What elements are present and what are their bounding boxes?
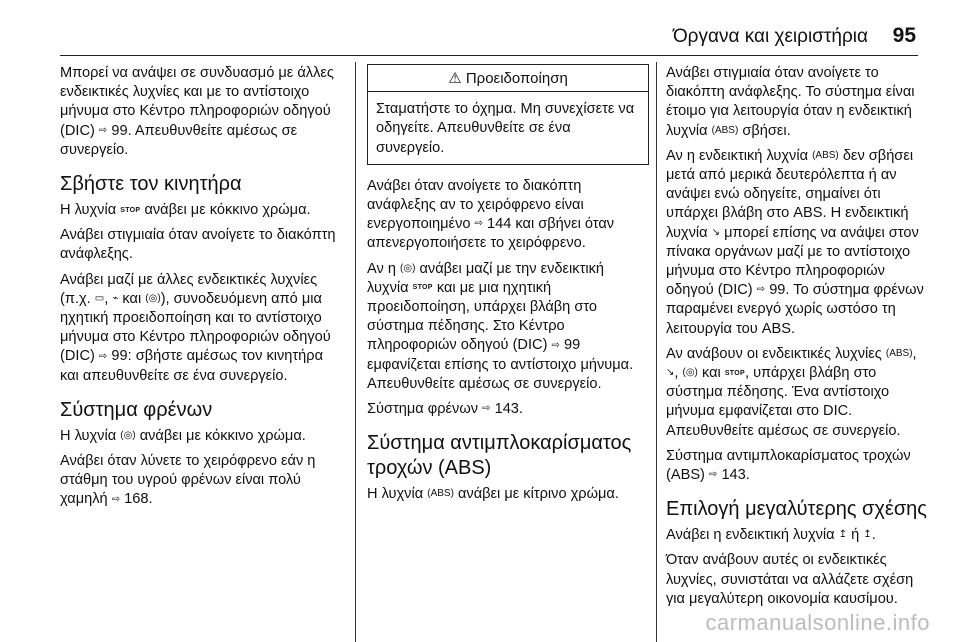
ref-arrow-icon: ⇨ [111, 493, 121, 505]
ref-arrow-icon: ⇨ [551, 339, 560, 351]
paragraph: Ανάβει μαζί με άλλες ενδεικτικές λυχνίες (π.χ. ▭, ⌁ και (◎)), συνοδευόμενη από μια ηχητική προειδοποίηση και το αντίστοιχο μήνυμα στο Κέντρο πληροφοριών οδηγού (DIC) ⇨ 99: σβήστε αμέσως τον κινητήρα και απευθυνθείτε σε ένα συνεργείο. [60, 271, 331, 384]
warning-body: Σταματήστε το όχημα. Μη συνεχίσετε να οδηγείτε. Απευθυνθείτε σε ένα συνεργείο. [376, 101, 635, 156]
battery-icon: ▭ [94, 292, 105, 304]
paragraph: Ανάβει όταν ανοίγετε το διακόπτη ανάφλεξης αν το χειρόφρενο είναι ενεργοποιημένο ⇨ 144 και σβήνει όταν απενεργοποιήσετε το χειρόφρενο. [367, 177, 615, 252]
abs-icon: (ABS) [885, 347, 913, 359]
paragraph: Αν η ενδεικτική λυχνία (ABS) δεν σβήσει μετά από μερικά δευτερόλεπτα ή αν ανάψει ενώ οδηγείτε, σημαίνει ότι υπάρχει βλάβη στο ABS. Η ενδεικτική λυχνία ↘ μπορεί επίσης να ανάψει στον πίνακα οργάνων μαζί με το αντίστοιχο μήνυμα στο Κέντρο πληροφοριών οδηγού (DIC) ⇨ 99. Το σύστημα φρένων παραμένει ενεργό χωρίς ωστόσο τη λειτουργία του ABS. [666, 147, 924, 337]
column-2 [367, 64, 649, 510]
paragraph: Μπορεί να ανάψει σε συνδυασμό με άλλες ενδεικτικές λυχνίες και με το αντίστοιχο μήνυμα στο Κέντρο πληροφοριών οδηγού (DIC) ⇨ 99. Απευθυνθείτε αμέσως σε συνεργείο. [60, 65, 334, 158]
paragraph: Ανάβει όταν λύνετε το χειρόφρενο εάν η στάθμη του υγρού φρένων είναι πολύ χαμηλή ⇨ 168. [60, 453, 316, 508]
paragraph: Σύστημα φρένων ⇨ 143. [367, 401, 523, 418]
brake-warning-icon: (◎) [682, 367, 698, 379]
paragraph: Όταν ανάβουν αυτές οι ενδεικτικές λυχνίες, συνιστάται να αλλάζετε σχέση για μεγαλύτερη οικονομία καυσίμου. [666, 552, 914, 607]
paragraph: Η λυχνία STOP ανάβει με κόκκινο χρώμα. [60, 202, 311, 219]
wrench-icon: ↘ [666, 367, 675, 379]
brake-warning-icon: (◎) [400, 262, 416, 274]
ref-arrow-icon: ⇨ [708, 469, 718, 481]
running-title: Όργανα και χειριστήρια [672, 26, 868, 47]
column-1 [60, 64, 344, 516]
abs-icon: (ABS) [427, 488, 454, 500]
header-rule [60, 55, 918, 56]
paragraph: Ανάβει στιγμιαία όταν ανοίγετε το διακόπτη ανάφλεξης. Το σύστημα είναι έτοιμο για λειτουργία όταν η ενδεικτική λυχνία (ABS) σβήσει. [666, 65, 915, 139]
ref-arrow-icon: ⇨ [482, 403, 491, 415]
stop-icon: STOP [724, 369, 745, 377]
stop-icon: STOP [412, 284, 433, 292]
abs-icon: (ABS) [711, 124, 739, 136]
section-heading: Σύστημα φρένων [60, 398, 213, 421]
page-number: 95 [892, 24, 916, 47]
brake-warning-icon: (◎) [145, 292, 161, 304]
section-heading: Σύστημα αντιμπλοκαρίσματος τροχών (ABS) [367, 432, 632, 480]
paragraph: Ανάβει στιγμιαία όταν ανοίγετε το διακόπτη ανάφλεξης. [60, 227, 336, 263]
paragraph: Σύστημα αντιμπλοκαρίσματος τροχών (ABS) ⇨ 143. [666, 447, 911, 484]
section-heading: Σβήστε τον κινητήρα [60, 173, 242, 196]
paragraph: Η λυχνία (◎) ανάβει με κόκκινο χρώμα. [60, 427, 306, 444]
ref-arrow-icon: ⇨ [98, 124, 108, 136]
warning-header [368, 65, 648, 92]
warning-triangle-icon: ⚠ [448, 70, 462, 87]
section-heading: Επιλογή μεγαλύτερης σχέσης [666, 498, 927, 521]
ref-arrow-icon: ⇨ [474, 218, 483, 230]
gear-up-icon: ↥ [838, 529, 848, 541]
ref-arrow-icon: ⇨ [98, 350, 108, 362]
page-header [0, 0, 960, 50]
paragraph: Η λυχνία (ABS) ανάβει με κίτρινο χρώμα. [367, 486, 619, 503]
paragraph: Αν η (◎) ανάβει μαζί με την ενδεικτική λυχνία STOP και με μια ηχητική προειδοποίηση, υπάρχει βλάβη στο σύστημα πέδησης. Στο Κέντρο πληροφοριών οδηγού (DIC) ⇨ 99 εμφανίζεται επίσης το αντίστοιχο μήνυμα. Απευθυνθείτε αμέσως σε συνεργείο. [367, 260, 634, 392]
column-3 [666, 64, 928, 615]
watermark: carmanualsonline.info [705, 610, 930, 635]
warning-title: Προειδοποίηση [465, 70, 568, 87]
warning-box [367, 64, 649, 165]
stop-icon: STOP [120, 206, 141, 214]
gear-up-icon: ↥ [863, 529, 872, 541]
wrench-icon: ↘ [711, 226, 721, 238]
brake-warning-icon: (◎) [120, 429, 136, 441]
column-divider [656, 62, 657, 642]
ref-arrow-icon: ⇨ [756, 284, 766, 296]
abs-icon: (ABS) [812, 149, 839, 161]
oil-can-icon: ⌁ [112, 292, 119, 304]
paragraph: Αν ανάβουν οι ενδεικτικές λυχνίες (ABS), ↘, (◎) και STOP, υπάρχει βλάβη στο σύστημα πέδησης. Ένα αντίστοιχο μήνυμα εμφανίζεται στο DIC. Απευθυνθείτε αμέσως σε συνεργείο. [666, 345, 917, 439]
paragraph: Ανάβει η ενδεικτική λυχνία ↥ ή ↥. [666, 527, 876, 544]
column-divider [355, 62, 356, 642]
